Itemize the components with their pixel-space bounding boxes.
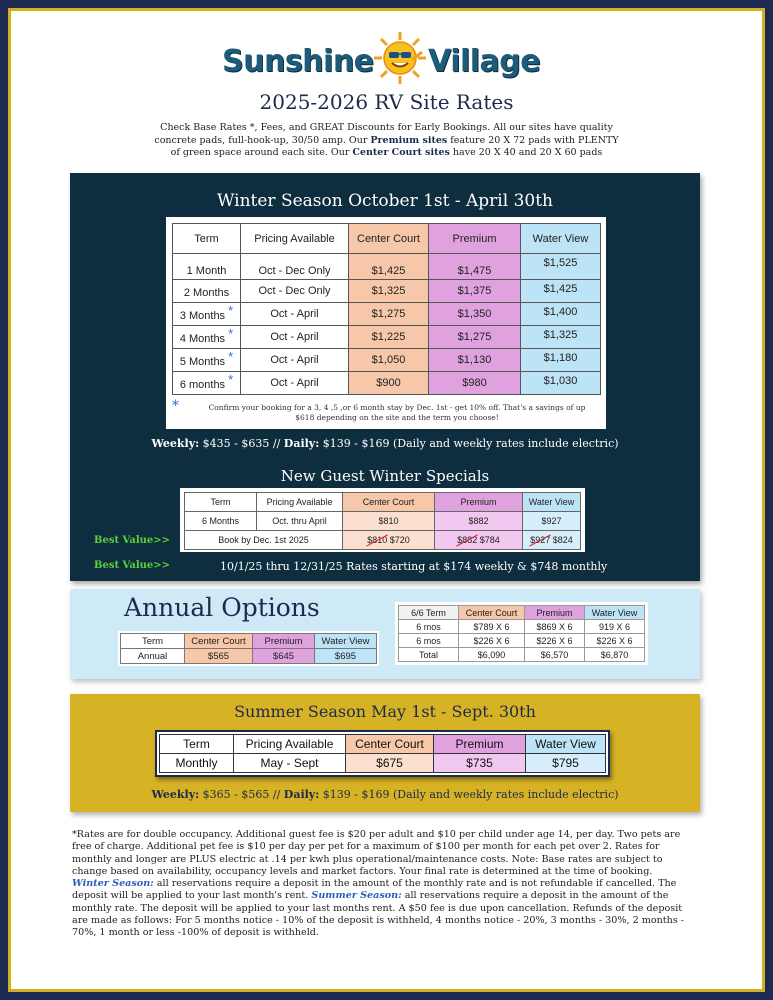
annual-rates-card [118,631,379,666]
winter-season-panel [70,173,700,581]
logo-word-village: Village [428,44,541,79]
table-row: Total $6,090 $6,570 $6,870 [399,648,645,662]
table-row: 6 Months Oct. thru April $810 $882 $927 [185,512,581,531]
summer-season-panel [70,694,700,812]
sun-mascot-icon [372,30,428,86]
header-center-court: Center Court [349,224,429,254]
footnote-asterisk: * [172,398,179,414]
payment-plan-card [395,602,648,665]
terms-and-policies: *Rates are for double occupancy. Additional guest fee is $20 per adult and $10 per child under age 14, per day. Two pets are free of charge. Additional pet fee is $10 per day per pet for a maximum of $100 per month for each pet over 2. Rates for monthly and longer are PLUS electric at .14 per kwh plus operational/maintenance costs. Note: Base rates are subject to change based on availability, occupancy levels and market factors. Your final rate is determined at the time of booking. Winter Season: all reservations require a deposit in the amount of the monthly rate and is not refundable if cancelled. The deposit will be applied to your last month's rent. Summer Season: all reservations require a deposit in the amount of the monthly rate. The deposit will be applied to your last months rent. A $50 fee is due upon cancellation. Refunds of the deposit are made as follows: For 5 months notice - 10% of the deposit is withheld, 4 months notice - 20%, 3 months - 30%, 2 months - 70%, 1 month or less -100% of deposit is withheld. [72,829,685,939]
page-title: 2025-2026 RV Site Rates [259,90,514,114]
table-header-row: Term Pricing Available Center Court Premium Water View [185,493,581,512]
table-header-row: 6/6 Term Center Court Premium Water View [399,606,645,620]
table-row: 6 mos $789 X 6 $869 X 6 919 X 6 [399,620,645,634]
center-court-sites-label: Center Court sites [352,147,450,158]
summer-season-label: Summer Season: [311,890,402,902]
table-header-row: Term Center Court Premium Water View [121,634,377,649]
specials-card [180,488,585,552]
table-row: 6 months * Oct - April $900 $980 $1,030 [173,372,601,395]
old-price: $927 [530,535,551,545]
winter-rates-card [166,217,606,429]
winter-season-title: Winter Season October 1st - April 30th [216,191,554,211]
table-header-row: Term Pricing Available Center Court Premium Water View [160,735,606,754]
specials-note: 10/1/25 thru 12/31/25 Rates starting at $174 weekly & $748 monthly [220,560,608,573]
specials-table [184,492,581,550]
annual-rates-table [120,633,377,664]
sunshine-village-logo [222,30,552,90]
premium-sites-label: Premium sites [370,134,448,146]
table-header-row [173,224,601,254]
summer-rates-card [155,730,610,777]
summer-rates-table [159,734,606,773]
old-price: $810 [367,535,388,545]
table-row: 5 Months * Oct - April $1,050 $1,130 $1,180 [173,349,601,372]
header-pricing: Pricing Available [241,224,349,254]
table-row: 1 Month Oct - Dec Only $1,425 $1,475 $1,525 [173,254,601,280]
table-row: Annual $565 $645 $695 [121,649,377,664]
payment-plan-table [398,605,645,662]
winter-season-label: Winter Season: [72,878,154,890]
table-row: 6 mos $226 X 6 $226 X 6 $226 X 6 [399,634,645,648]
old-price: $882 [457,535,478,545]
logo-word-sunshine: Sunshine [222,44,374,79]
intro-paragraph: Check Base Rates *, Fees, and GREAT Discounts for Early Bookings. All our sites have quality concrete pads, full-hook-up, 30/50 amp. Our Premium sites feature 20 X 72 pads with PLENTY of green space around each site. Our Center Court sites have 20 X 40 and 20 X 60 pads [154,122,619,158]
early-booking-note: * Confirm your booking for a 3, 4 ,5 ,or 6 month stay by Dec. 1st - get 10% off. That's a savings of up $618 depending on the site and the term you choose! [172,398,586,422]
best-value-label: Best Value>> [94,535,171,546]
header-premium: Premium [429,224,521,254]
table-row: Monthly May - Sept $675 $735 $795 [160,754,606,773]
header-water-view: Water View [521,224,601,254]
summer-season-title: Summer Season May 1st - Sept. 30th [234,702,536,721]
table-row: 3 Months * Oct - April $1,275 $1,350 $1,400 [173,303,601,326]
table-row-early-booking: Book by Dec. 1st 2025 $810 $720 $882 $784 $927 $824 [185,531,581,550]
winter-weekly-daily-rates: Weekly: $435 - $635 // Daily: $139 - $169 (Daily and weekly rates include electric) [151,437,619,450]
winter-rates-table [172,223,601,395]
annual-options-title: Annual Options [124,593,320,622]
summer-weekly-daily-rates: Weekly: $365 - $565 // Daily: $139 - $169 (Daily and weekly rates include electric) [151,788,619,801]
new-guest-specials-title: New Guest Winter Specials [280,467,490,485]
annual-options-panel [70,589,700,679]
table-row: 4 Months * Oct - April $1,225 $1,275 $1,325 [173,326,601,349]
best-value-label: Best Value>> [94,560,171,571]
header-term: Term [173,224,241,254]
table-row: 2 Months Oct - Dec Only $1,325 $1,375 $1,425 [173,280,601,303]
occupancy-terms: *Rates are for double occupancy. Additional guest fee is $20 per adult and $10 per child under age 14, per day. Two pets are free of charge. Additional pet fee is $10 per day per pet for a maximum of $100 per month for each pet over 2. Rates for monthly and longer are PLUS electric at .14 per kwh plus operational/maintenance costs. Note: Base rates are subject to change based on availability, occupancy levels and market factors. Your final rate is determined at the time of booking. [72,829,681,877]
